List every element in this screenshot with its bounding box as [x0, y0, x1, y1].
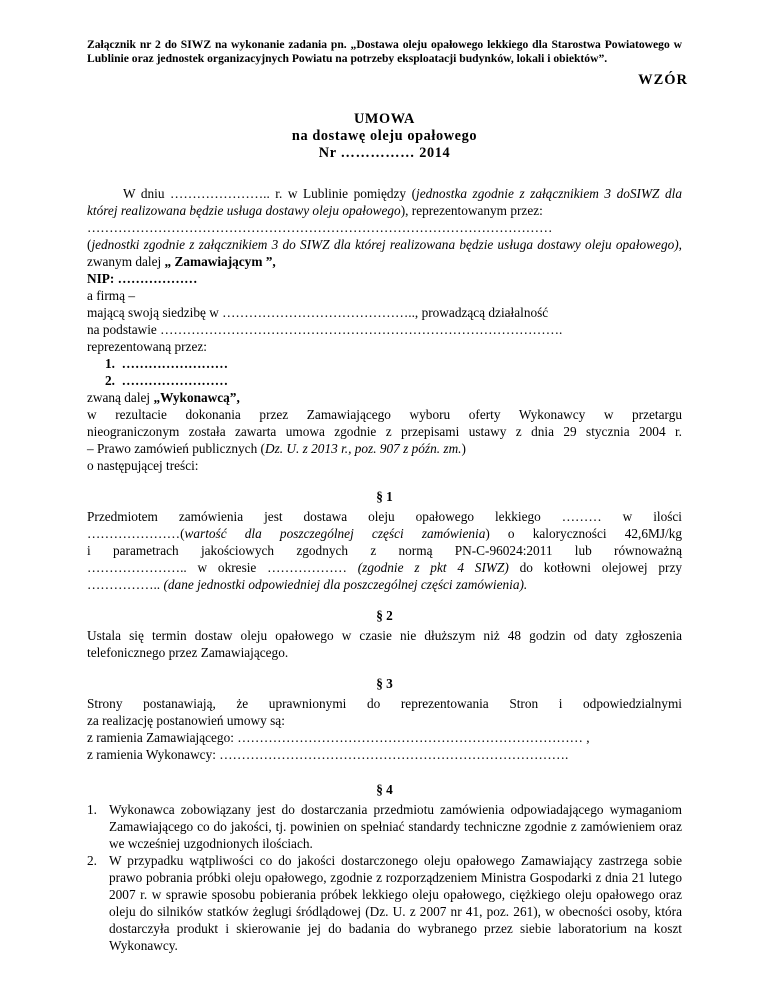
- basis-line: na podstawie ……………………………………………………………………………….: [87, 322, 563, 337]
- ordering-party-paragraph: (jednostki zgodnie z załącznikiem 3 do SIWZ dla której realizowana będzie usługa dostawy oleju opałowego), zwanym dalej „ Zamawiającym ”,: [87, 237, 682, 269]
- document-title: [87, 111, 682, 162]
- result-line-3: – Prawo zamówień publicznych (Dz. U. z 2013 r., poz. 907 z późn. zm.): [87, 441, 466, 456]
- s1-line-5: …………….. (dane jednostki odpowiedniej dla poszczególnej części zamówienia).: [87, 577, 528, 592]
- section-3: [87, 695, 682, 763]
- result-line-1: w rezultacie dokonania przez Zamawiającego wyboru oferty Wykonawcy w przetargu: [87, 407, 682, 422]
- section-3-heading: § 3: [376, 676, 393, 691]
- dots-line: ……………………………………………………………………………………………: [87, 220, 553, 235]
- title-line-1: UMOWA: [354, 111, 415, 127]
- s3-line-2: za realizację postanowień umowy są:: [87, 713, 285, 728]
- represented-line: reprezentowaną przez:: [87, 339, 207, 354]
- representatives-list: [87, 355, 682, 389]
- result-line-2: nieograniczonym została zawarta umowa zgodnie z przepisami ustawy z dnia 29 stycznia 2004 r.: [87, 424, 682, 439]
- list-item: 1. Wykonawca zobowiązany jest do dostarczania przedmiotu zamówienia odpowiadającego wymaganiom Zamawiającego co do jakości, tj. powinien on spełniać standardy techniczne zgodnie z zamówieniem oraz we wcześniej uzgodnionych ilościach.: [87, 802, 682, 851]
- s1-line-1: Przedmiotem zamówienia jest dostawa oleju opałowego lekkiego ……… w ilości: [87, 509, 682, 524]
- s1-line-3: i parametrach jakościowych zgodnych z normą PN-C-96024:2011 lub równoważną: [87, 543, 682, 558]
- s3-line-3: z ramienia Zamawiającego: …………………………………………………………………… ,: [87, 730, 590, 745]
- list-item: 2. W przypadku wątpliwości co do jakości dostarczonego oleju opałowego Zamawiający zastrzega sobie prawo pobrania próbki oleju opałowego, zgodnie z rozporządzeniem Ministra Gospodarki z dnia 21 lutego 2007 r. w sprawie sposobu pobierania próbek lekkiego oleju opałowego, ciężkiego oleju opałowego oraz oleju do silników statków żeglugi śródlądowej (Dz. U. z 2007 nr 41, poz. 261), w obecności osoby, która dostarczyła produkt i skierowanie jej do badania do wybranego przez siebie laboratorium na koszt Wykonawcy.: [87, 853, 682, 953]
- section-4-list: [87, 801, 682, 954]
- intro-section: [87, 185, 682, 474]
- section-1: [87, 508, 682, 593]
- nip-line: NIP: ………………: [87, 271, 198, 286]
- s1-line-2: …………………(wartość dla poszczególnej części zamówienia) o kaloryczności 42,6MJ/kg: [87, 526, 682, 541]
- firm-line: a firmą –: [87, 288, 135, 303]
- title-line-2: na dostawę oleju opałowego: [291, 128, 478, 144]
- s1-line-4: ………………….. w okresie ……………… (zgodnie z pkt 4 SIWZ) do kotłowni olejowej przy: [87, 560, 682, 575]
- list-item: 2. ……………………: [105, 373, 229, 388]
- section-2-text: Ustala się termin dostaw oleju opałowego w czasie nie dłuższym niż 48 godzin od daty zgłoszenia telefonicznego przez Zamawiającego.: [87, 628, 682, 660]
- contractor-line: zwaną dalej „Wykonawcą”,: [87, 390, 240, 405]
- template-label: WZÓR: [638, 72, 688, 88]
- section-2-heading: § 2: [376, 608, 393, 623]
- section-1-heading: § 1: [376, 489, 393, 504]
- title-line-3: Nr …………… 2014: [318, 145, 451, 161]
- list-item: 1. ……………………: [105, 356, 229, 371]
- intro-paragraph: W dniu ………………….. r. w Lublinie pomiędzy (jednostka zgodnie z załącznikiem 3 doSIWZ dla której realizowana będzie usługa dostawy oleju opałowego), reprezentowanym przez:: [87, 186, 682, 218]
- attachment-note: Załącznik nr 2 do SIWZ na wykonanie zadania pn. „Dostawa oleju opałowego lekkiego dla Starostwa Powiatowego w Lublinie oraz jednostek organizacyjnych Powiatu na potrzeby eksploatacji budynków, lokali i obiektów”.: [87, 38, 682, 65]
- s3-line-4: z ramienia Wykonawcy: …………………………………………………………………….: [87, 747, 569, 762]
- section-4-heading: § 4: [376, 782, 393, 797]
- seat-line: mającą swoją siedzibę w …………………………………….., prowadzącą działalność: [87, 305, 549, 320]
- s3-line-1: Strony postanawiają, że uprawnionymi do reprezentowania Stron i odpowiedzialnymi: [87, 696, 682, 711]
- result-line-4: o następującej treści:: [87, 458, 199, 473]
